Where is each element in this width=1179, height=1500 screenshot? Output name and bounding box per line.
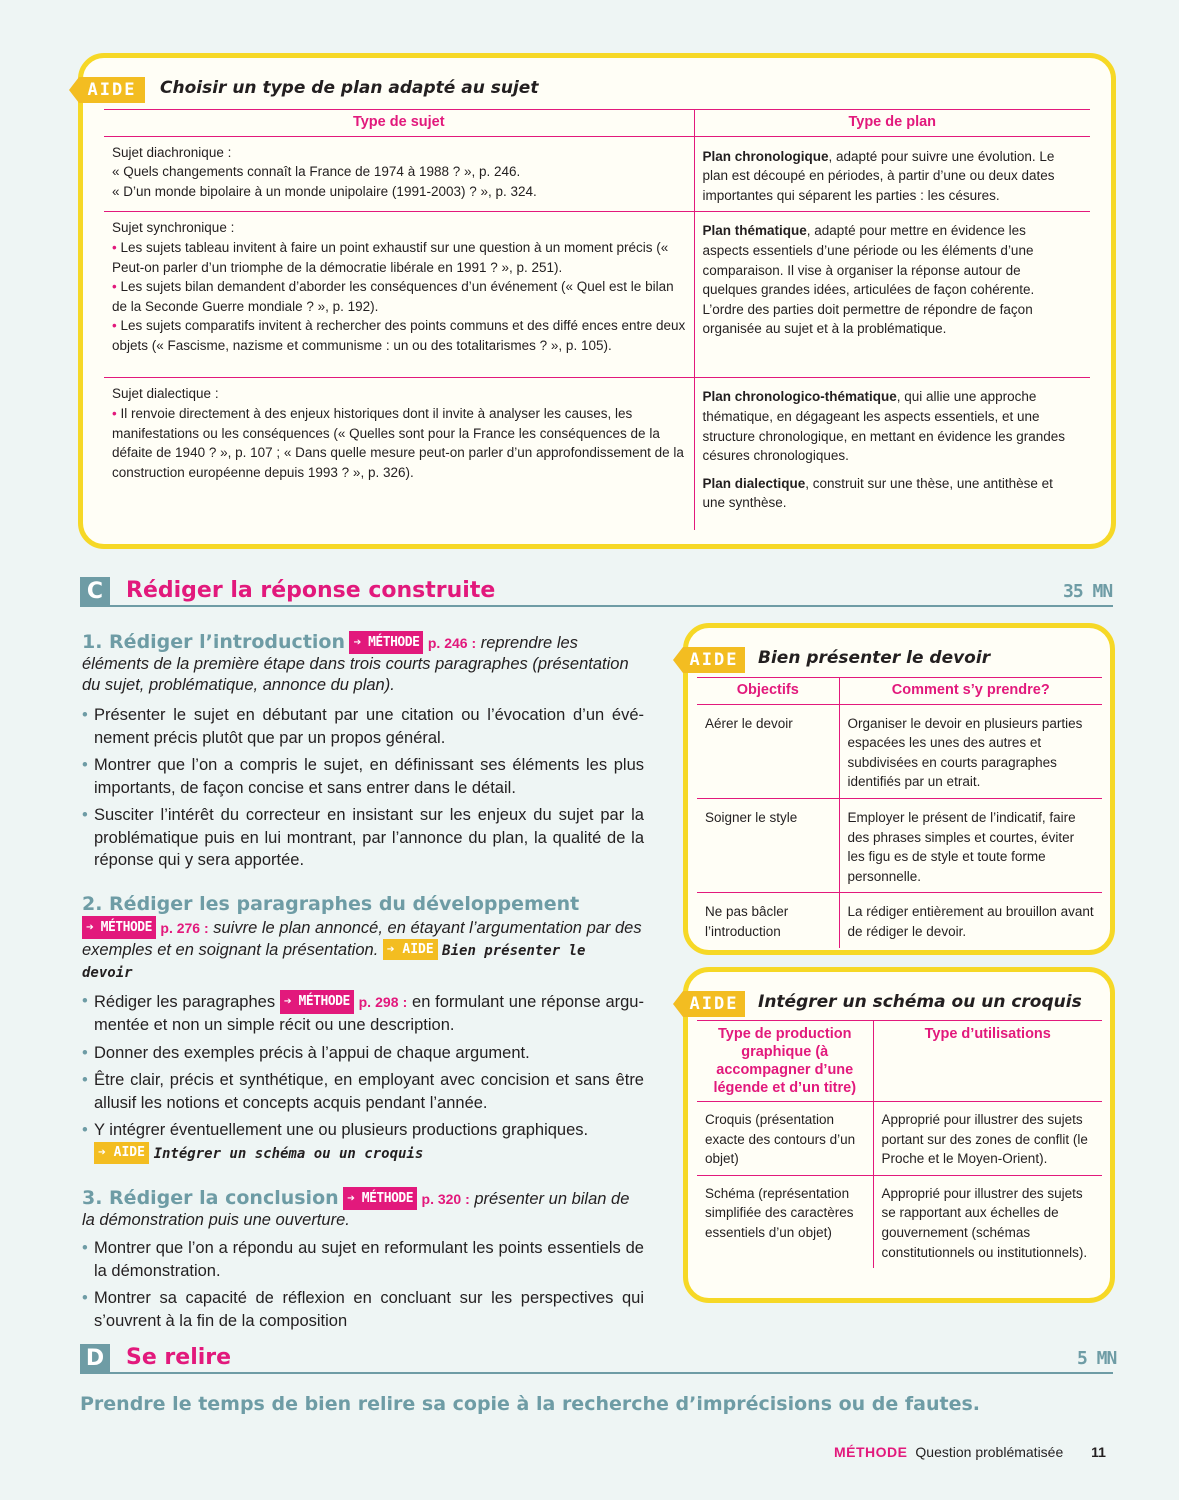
aide-ref-badge: ➔ AIDE bbox=[383, 939, 438, 960]
table-row bbox=[104, 136, 1090, 212]
page-ref: p. 246 : bbox=[427, 635, 477, 651]
page-ref: p. 320 : bbox=[421, 1191, 470, 1207]
plan-desc: , adapté pour suivre une évolution. Le plan est découpé en périodes, à partir d’une ou deux dates importantes qui séparent les parties : les césures. bbox=[702, 148, 1055, 203]
section-title-d: Se relire bbox=[126, 1345, 232, 1370]
footer-text: Question problématisée bbox=[915, 1444, 1064, 1460]
list-item: • Donner des exemples précis à l’appui de chaque argument. bbox=[82, 1042, 644, 1065]
aide-ref-text: Bien présenter le devoir bbox=[82, 942, 586, 981]
page-ref: p. 276 : bbox=[160, 919, 209, 936]
aide-ref-badge: ➔ AIDE bbox=[94, 1142, 149, 1165]
step-conclusion bbox=[82, 1187, 644, 1231]
aide-tag: AIDE bbox=[683, 991, 745, 1017]
step-text: présenter un bilan de la démonstration puis une ouverture. bbox=[82, 1190, 630, 1229]
step-title: 1. Rédiger l’introduction bbox=[82, 631, 345, 653]
subject-line: • Les sujets tableau invitent à faire un point exhaustif sur une question à un moment précis (« Peut-on parler d’un triomphe de la démocratie libérale en 1991 ? », p. 251). bbox=[112, 239, 669, 275]
page-number: 11 bbox=[1091, 1444, 1106, 1460]
conclusion-bullets bbox=[82, 1237, 644, 1332]
table-row: Aérer le devoir Organiser le devoir en plusieurs parties espacées les unes des autres et subdivisées en courts paragraphes identifiés par un etrait. bbox=[697, 704, 1102, 798]
subject-head: Sujet synchronique : bbox=[112, 220, 235, 236]
col-header-production-type: Type de production graphique (à accompagner d’une légende et d’un titre) bbox=[697, 1021, 873, 1102]
plan-desc: , construit sur une thèse, une antithèse et une synthèse. bbox=[702, 475, 1053, 511]
subject-line: « Quels changements connaît la France de 1974 à 1988 ? », p. 246. bbox=[112, 164, 521, 180]
subject-head: Sujet dialectique : bbox=[112, 386, 219, 402]
page-ref: p. 298 : bbox=[358, 993, 408, 1010]
section-c-content bbox=[82, 631, 644, 1337]
col-header-usage: Type d’utilisations bbox=[873, 1021, 1102, 1102]
section-divider bbox=[110, 1372, 1113, 1374]
step-title: 3. Rédiger la conclusion bbox=[82, 1187, 339, 1209]
section-time-c: 35 MN bbox=[1063, 581, 1113, 602]
presentation-table bbox=[697, 677, 1102, 948]
reread-text: Prendre le temps de bien relire sa copie à la recherche d’imprécisions ou de fautes. bbox=[80, 1393, 981, 1415]
plan-desc: , qui allie une approche thématique, en dégageant les aspects essentiels, et une structure chronologique, en mettant en évidence les grandes césures chronologiques. bbox=[702, 389, 1065, 464]
aide-tag: AIDE bbox=[683, 647, 745, 673]
plan-name: Plan thématique bbox=[702, 223, 807, 239]
table-row: Schéma (représentation simplifiée des caractères essentiels d’un objet) Approprié pour illustrer des sujets se rapportant aux échelles de gouvernement (schémas constitutionnels ou institutionnels). bbox=[697, 1175, 1102, 1268]
method-badge: ➔ MÉTHODE bbox=[280, 990, 354, 1015]
method-badge: ➔ MÉTHODE bbox=[82, 916, 156, 939]
step-development bbox=[82, 894, 644, 984]
table-row bbox=[104, 378, 1090, 530]
step-intro bbox=[82, 631, 644, 696]
aide-ref-text: Intégrer un schéma ou un croquis bbox=[153, 1145, 424, 1162]
section-title-c: Rédiger la réponse construite bbox=[126, 578, 496, 603]
list-item: • Y intégrer éventuellement une ou plusieurs productions graphiques. ➔ AIDE Intégrer un schéma ou un croquis bbox=[82, 1119, 644, 1165]
subject-line: • Il renvoie directement à des enjeux historiques dont il invite à analyser les causes, les manifestations ou les conséquences (« Quelles sont pour la France les conséquences de la défaite de 1940 ? », p. 107 ; « Dans quelle mesure peut-on parler d’un approfondissement de la construction européenne depuis 1993 ? », p. 326). bbox=[112, 405, 684, 480]
section-time-d: 5 MN bbox=[1077, 1348, 1117, 1369]
section-letter-d: D bbox=[80, 1344, 110, 1374]
plan-name: Plan chronologique bbox=[702, 148, 829, 164]
subject-line: « D’un monde bipolaire à un monde unipolaire (1991-2003) ? », p. 324. bbox=[112, 183, 537, 199]
subject-line: • Les sujets comparatifs invitent à rechercher des points communs et des diffé ences entre deux objets (« Fascisme, nazisme et communisme : un ou des totalitarismes ? », p. 105). bbox=[112, 318, 686, 353]
aide-title: Bien présenter le devoir bbox=[758, 648, 991, 668]
subject-head: Sujet diachronique : bbox=[112, 144, 232, 160]
step-text: reprendre les éléments de la première étape dans trois courts paragraphes (présentation du sujet, problématique, annonce du plan). bbox=[82, 634, 629, 694]
table-row: Soigner le style Employer le présent de l’indicatif, faire des phrases simples et courtes, éviter les figu es de style et toute forme personnelle. bbox=[697, 798, 1102, 892]
plan-desc: , adapté pour mettre en évidence les aspects essentiels d’une période ou les éléments d’une comparaison. Il vise à organiser la réponse autour de quelques grandes idées, articulées de façon cohérente. L’ordre des parties doit permettre de répondre de façon organisée au sujet et à la problématique. bbox=[702, 223, 1035, 337]
aide-title: Choisir un type de plan adapté au sujet bbox=[160, 78, 539, 98]
subject-line: • Les sujets bilan demandent d’aborder les conséquences d’un événement (« Quel est le bilan de la Seconde Guerre mondiale ? », p. 192). bbox=[112, 279, 674, 314]
graphic-table bbox=[697, 1020, 1102, 1268]
development-bullets bbox=[82, 990, 644, 1166]
section-divider bbox=[110, 605, 1113, 607]
list-item: • Rédiger les paragraphes ➔ MÉTHODE p. 298 : en formulant une réponse argumentée et non un simple récit ou une description. bbox=[82, 990, 644, 1037]
col-header-plan-type: Type de plan bbox=[694, 110, 1090, 137]
method-badge: ➔ MÉTHODE bbox=[343, 1187, 417, 1210]
list-item: • Être clair, précis et synthétique, en employant avec concision et sans être allusif les notions et concepts acquis pendant l’année. bbox=[82, 1069, 644, 1114]
footer bbox=[834, 1444, 1106, 1460]
footer-label: MÉTHODE bbox=[834, 1444, 908, 1460]
aide-tag: AIDE bbox=[79, 77, 145, 103]
col-header-objectives: Objectifs bbox=[697, 678, 839, 705]
col-header-how: Comment s’y prendre? bbox=[839, 678, 1102, 705]
list-item: • Montrer sa capacité de réflexion en concluant sur les perspectives qui s’ouvrent à la fin de la composition bbox=[82, 1287, 644, 1332]
table-row bbox=[104, 212, 1090, 378]
list-item: • Susciter l’intérêt du correcteur en insistant sur les enjeux du sujet par la problématique puis en lui montrant, par l’annonce du plan, la qualité de la réponse qui y sera apportée. bbox=[82, 804, 644, 872]
list-item: • Montrer que l’on a répondu au sujet en reformulant les points essentiels de la démonstration. bbox=[82, 1237, 644, 1282]
table-row: Croquis (présentation exacte des contours d’un objet) Approprié pour illustrer des sujets portant sur des zones de conflit (le Proche et le Moyen-Orient). bbox=[697, 1102, 1102, 1176]
step-text: suivre le plan annoncé, en étayant l’argumentation par des exemples et en soignant la présentation. bbox=[82, 918, 642, 959]
table-row: Ne pas bâcler l’introduction La rédiger entièrement au brouillon avant de rédiger le devoir. bbox=[697, 893, 1102, 948]
plan-name: Plan chronologico-thématique bbox=[702, 389, 897, 405]
list-item: • Montrer que l’on a compris le sujet, en définissant ses éléments les plus importants, de façon concise et sans entrer dans le détail. bbox=[82, 754, 644, 799]
col-header-subject-type: Type de sujet bbox=[104, 110, 694, 137]
method-badge: ➔ MÉTHODE bbox=[349, 631, 423, 654]
section-letter-c: C bbox=[80, 577, 110, 607]
aide-title: Intégrer un schéma ou un croquis bbox=[758, 992, 1082, 1012]
plan-name: Plan dialectique bbox=[702, 475, 806, 491]
list-item: • Présenter le sujet en débutant par une citation ou l’évocation d’un événement précis plutôt que par un propos général. bbox=[82, 704, 644, 749]
plan-type-table bbox=[104, 109, 1090, 530]
intro-bullets bbox=[82, 704, 644, 872]
step-title: 2. Rédiger les paragraphes du développement bbox=[82, 892, 580, 915]
